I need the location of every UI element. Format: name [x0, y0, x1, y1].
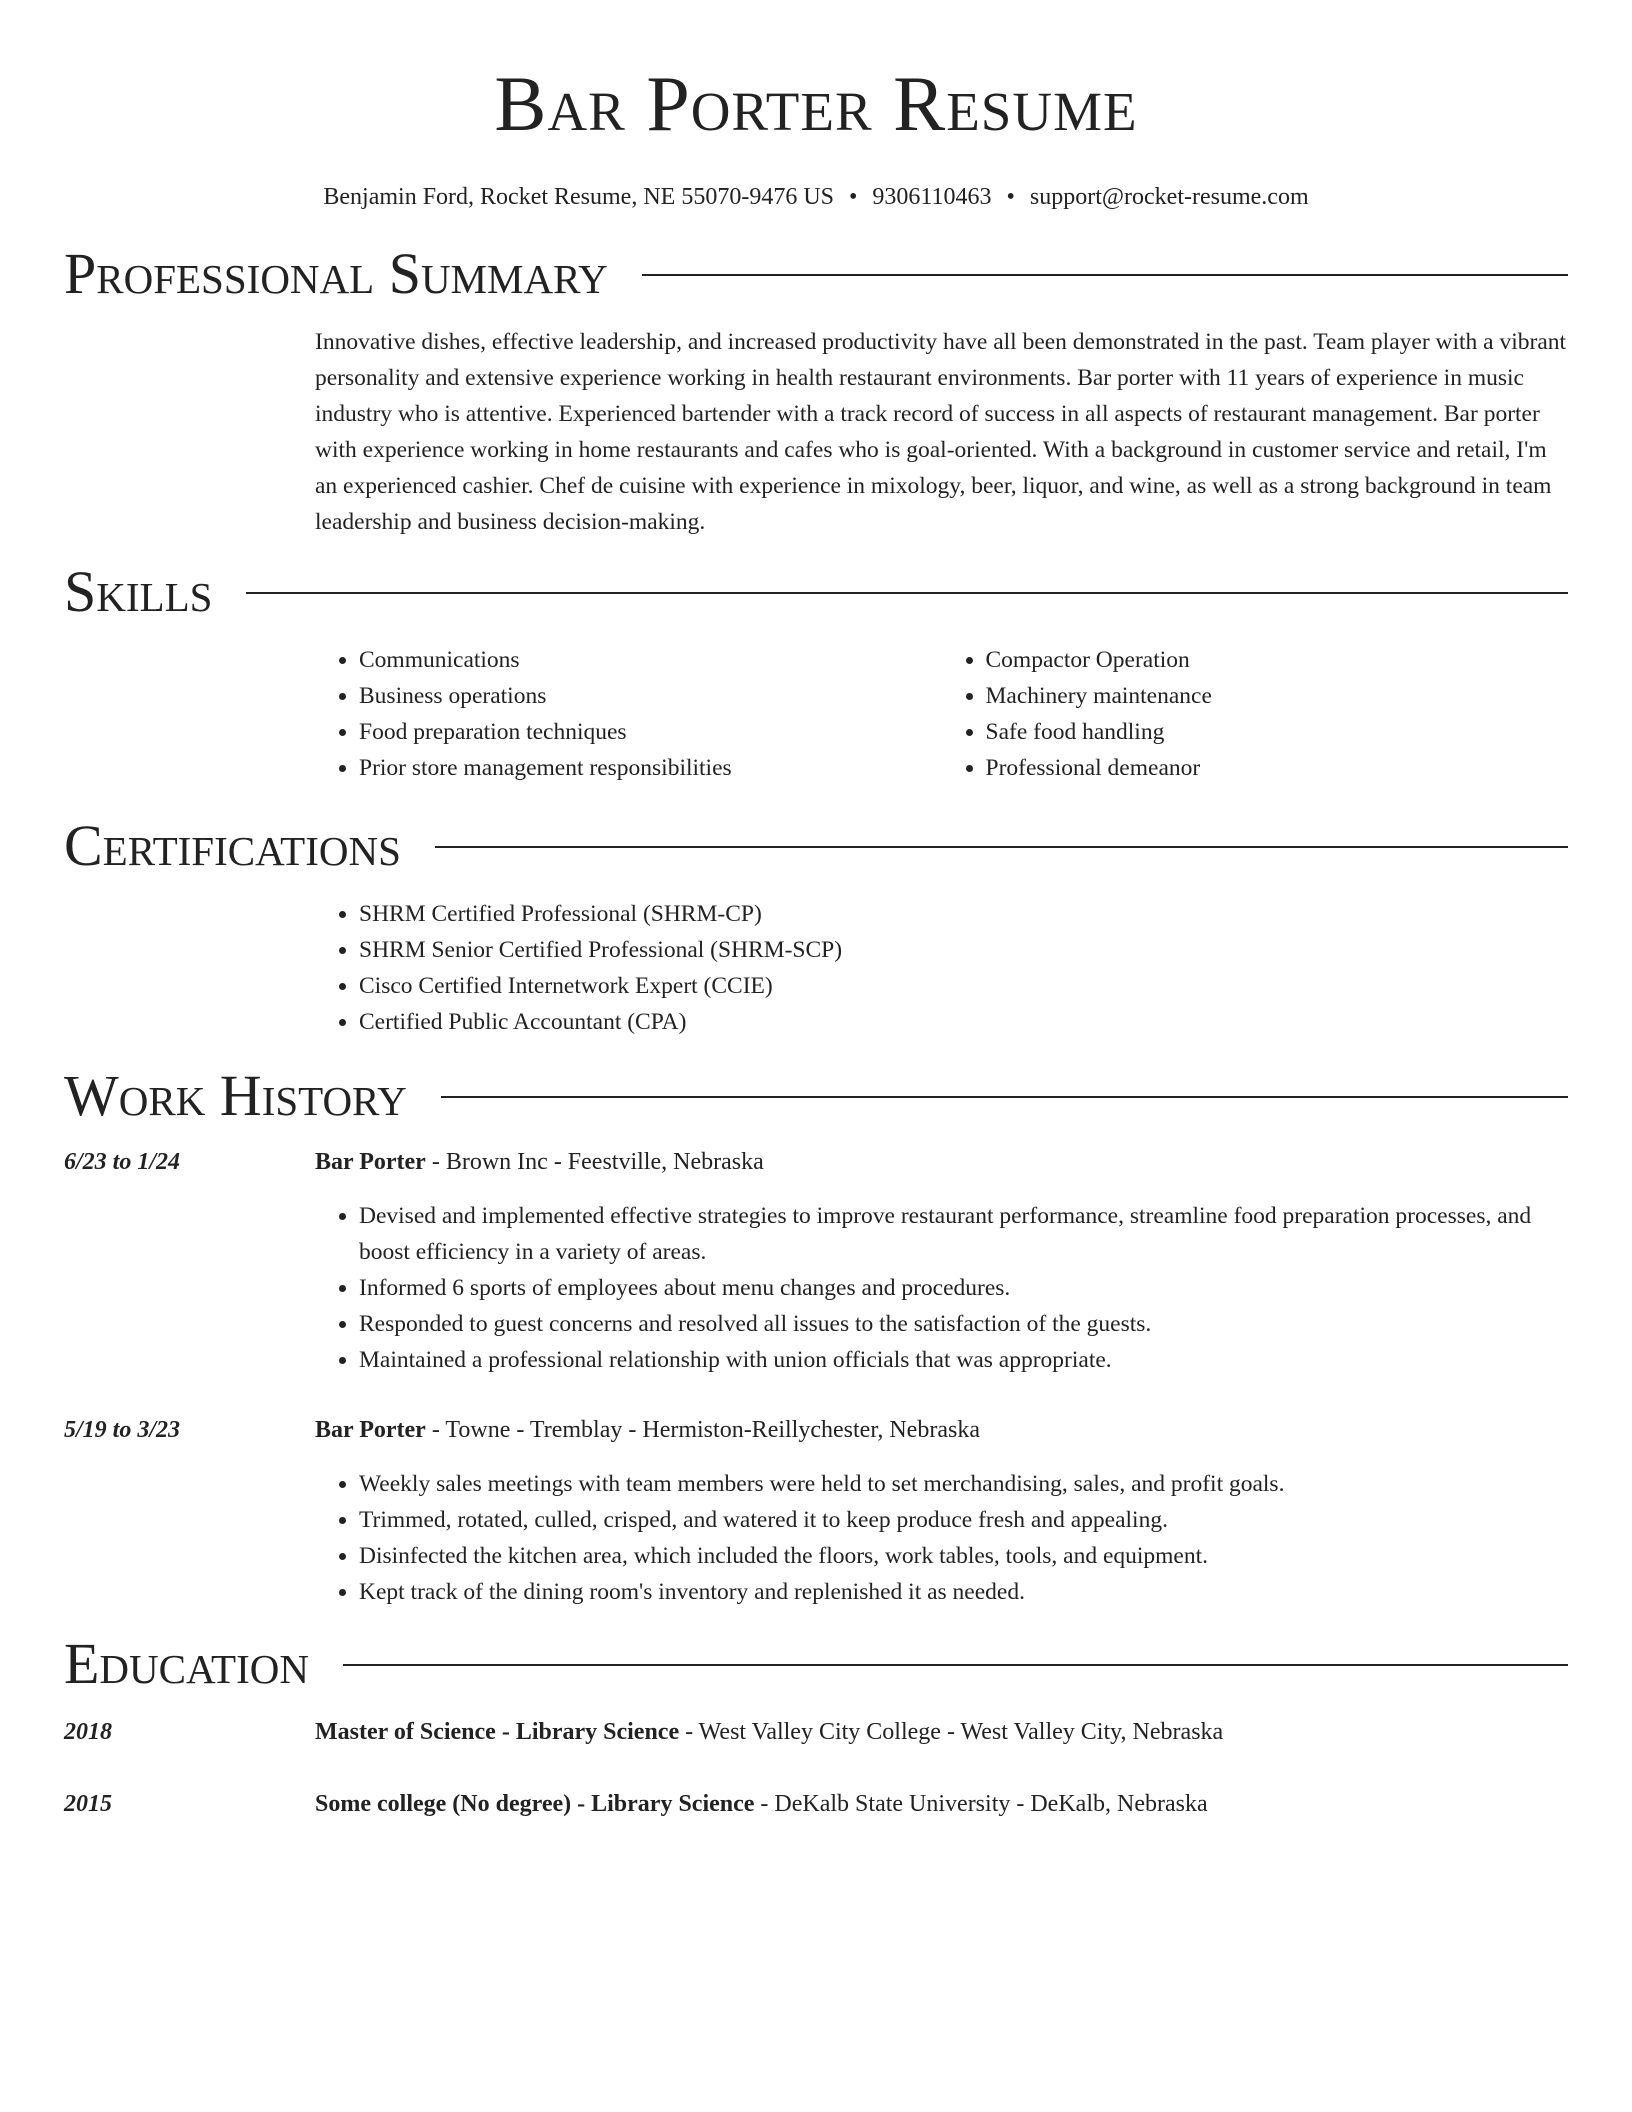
skill-item: • Compactor Operation — [986, 642, 1569, 678]
job-dates: 5/19 to 3/23 — [64, 1417, 181, 1443]
skill-item: • Prior store management responsibilities — [359, 750, 942, 786]
skills-heading: Skills — [64, 559, 213, 624]
education-entry — [64, 1714, 1568, 1750]
job-duties — [315, 1198, 1568, 1378]
section-divider — [441, 1096, 1568, 1098]
section-divider — [343, 1664, 1568, 1666]
skills-list — [315, 642, 1568, 786]
skills-column-right — [942, 642, 1569, 786]
contact-address: Benjamin Ford, Rocket Resume, NE 55070-9476 US — [323, 184, 834, 210]
job-duty-item: • Trimmed, rotated, culled, crisped, and watered it to keep produce fresh and appealing. — [359, 1502, 1568, 1538]
job-title: Bar Porter — [315, 1149, 426, 1175]
job-duty-item: • Kept track of the dining room's inventory and replenished it as needed. — [359, 1574, 1568, 1610]
certifications-heading: Certifications — [64, 813, 401, 878]
skill-item: • Safe food handling — [986, 714, 1569, 750]
education-year: 2018 — [64, 1719, 112, 1745]
skills-column-left — [315, 642, 942, 786]
skill-item: • Machinery maintenance — [986, 678, 1569, 714]
certifications-section-header — [64, 814, 1568, 878]
contact-separator: • — [849, 184, 858, 210]
education-heading: Education — [64, 1631, 309, 1696]
summary-section-header — [64, 242, 1568, 306]
skills-section-header — [64, 560, 1568, 624]
education-year: 2015 — [64, 1791, 112, 1817]
contact-line — [64, 182, 1568, 212]
skill-item: • Communications — [359, 642, 942, 678]
summary-heading: Professional Summary — [64, 241, 608, 306]
section-divider — [435, 846, 1568, 848]
job-entry — [64, 1412, 1568, 1610]
job-entry — [64, 1144, 1568, 1378]
job-title: Bar Porter — [315, 1417, 426, 1443]
summary-text: Innovative dishes, effective leadership, and increased productivity have all been demonstrated in the past. Team player with a vibrant personality and extensive experience working in health restaurant environments. Bar porter with 11 years of experience in music industry who is attentive. Experienced bartender with a track record of success in all aspects of restaurant management. Bar porter with experience working in home restaurants and cafes who is goal-oriented. With a background in customer service and retail, I'm an experienced cashier. Chef de cuisine with experience in mixology, beer, liquor, and wine, as well as a strong background in team leadership and business decision-making. — [315, 329, 1567, 535]
job-employer: - Brown Inc - Feestville, Nebraska — [425, 1149, 764, 1175]
job-dates: 6/23 to 1/24 — [64, 1149, 181, 1175]
job-header — [64, 1412, 1568, 1448]
education-degree: Some college (No degree) - Library Science — [315, 1791, 755, 1817]
section-divider — [642, 274, 1568, 276]
section-divider — [246, 592, 1568, 594]
job-duty-item: • Informed 6 sports of employees about menu changes and procedures. — [359, 1270, 1568, 1306]
job-duty-item: • Disinfected the kitchen area, which included the floors, work tables, tools, and equipment. — [359, 1538, 1568, 1574]
education-degree: Master of Science - Library Science — [315, 1719, 680, 1745]
work-history-section-header — [64, 1064, 1568, 1128]
work-history-heading: Work History — [64, 1063, 407, 1128]
contact-phone: 9306110463 — [872, 184, 992, 210]
certification-item: • SHRM Certified Professional (SHRM-CP) — [359, 896, 1568, 932]
certification-item: • Certified Public Accountant (CPA) — [359, 1004, 1568, 1040]
skill-item: • Food preparation techniques — [359, 714, 942, 750]
certifications-list — [315, 896, 1568, 1040]
education-school: - DeKalb State University - DeKalb, Nebraska — [754, 1791, 1208, 1817]
job-duties — [315, 1466, 1568, 1610]
certification-item: • SHRM Senior Certified Professional (SHRM-SCP) — [359, 932, 1568, 968]
contact-email: support@rocket-resume.com — [1029, 184, 1309, 210]
resume-title: Bar Porter Resume — [494, 60, 1138, 147]
skill-item: • Professional demeanor — [986, 750, 1569, 786]
job-duty-item: • Devised and implemented effective strategies to improve restaurant performance, streamline food preparation processes, and boost efficiency in a variety of areas. — [359, 1198, 1568, 1270]
contact-separator: • — [1006, 184, 1015, 210]
education-entry — [64, 1786, 1568, 1822]
job-header — [64, 1144, 1568, 1180]
job-duty-item: • Maintained a professional relationship with union officials that was appropriate. — [359, 1342, 1568, 1378]
job-employer: - Towne - Tremblay - Hermiston-Reillychester, Nebraska — [425, 1417, 980, 1443]
job-duty-item: • Weekly sales meetings with team members were held to set merchandising, sales, and profit goals. — [359, 1466, 1568, 1502]
education-school: - West Valley City College - West Valley City, Nebraska — [679, 1719, 1224, 1745]
education-section-header — [64, 1632, 1568, 1696]
skill-item: • Business operations — [359, 678, 942, 714]
certification-item: • Cisco Certified Internetwork Expert (CCIE) — [359, 968, 1568, 1004]
job-duty-item: • Responded to guest concerns and resolved all issues to the satisfaction of the guests. — [359, 1306, 1568, 1342]
